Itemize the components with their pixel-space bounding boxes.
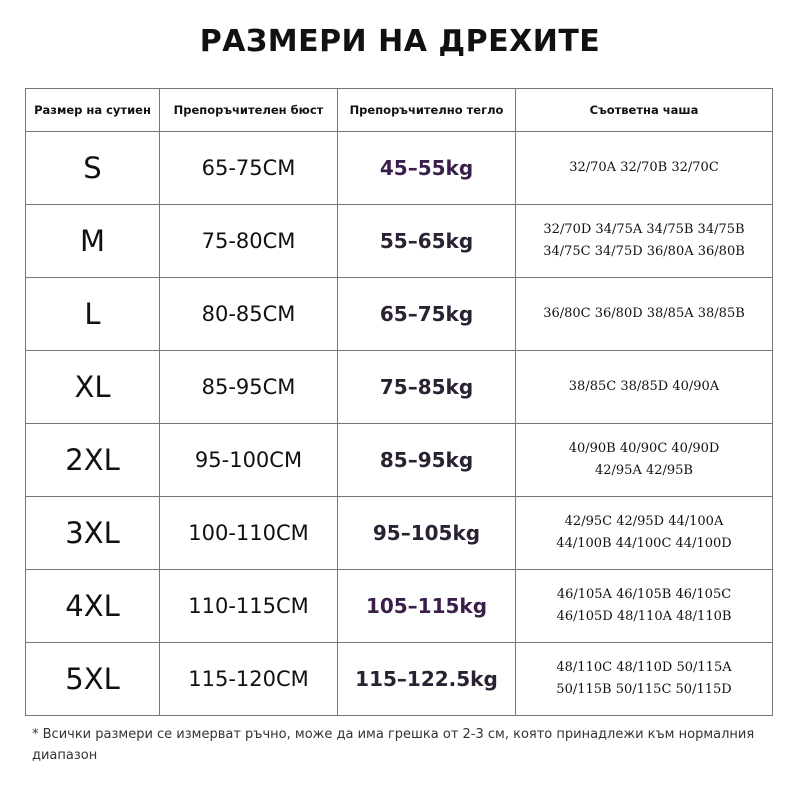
cup-cell: 32/70D 34/75A 34/75B 34/75B 34/75C 34/75D 36/80A 36/80B — [516, 205, 773, 278]
table-row — [26, 278, 773, 351]
table-row — [26, 351, 773, 424]
header-bra-size: Размер на сутиен — [26, 89, 160, 132]
table-row — [26, 132, 773, 205]
size-cell: 2XL — [26, 424, 160, 497]
table-row — [26, 424, 773, 497]
header-recommended-weight: Препоръчително тегло — [338, 89, 516, 132]
size-cell: S — [26, 132, 160, 205]
size-chart-table — [25, 88, 773, 716]
bust-cell: 65-75CM — [160, 132, 338, 205]
table-row — [26, 570, 773, 643]
table-row — [26, 205, 773, 278]
cup-cell: 46/105A 46/105B 46/105C 46/105D 48/110A 48/110B — [516, 570, 773, 643]
table-header-row — [26, 89, 773, 132]
size-cell: 4XL — [26, 570, 160, 643]
table-row — [26, 643, 773, 716]
size-cell: 3XL — [26, 497, 160, 570]
bust-cell: 75-80CM — [160, 205, 338, 278]
bust-cell: 115-120CM — [160, 643, 338, 716]
cup-cell: 40/90B 40/90C 40/90D 42/95A 42/95B — [516, 424, 773, 497]
weight-cell: 115–122.5kg — [338, 643, 516, 716]
size-cell: 5XL — [26, 643, 160, 716]
cup-cell: 38/85C 38/85D 40/90A — [516, 351, 773, 424]
cup-cell: 36/80C 36/80D 38/85A 38/85B — [516, 278, 773, 351]
measurement-note: * Всички размери се измерват ръчно, може да има грешка от 2-3 см, която принадлежи към нормалния диапазон — [32, 727, 755, 763]
weight-cell: 75–85kg — [338, 351, 516, 424]
header-corresponding-cup: Съответна чаша — [516, 89, 773, 132]
weight-cell: 105–115kg — [338, 570, 516, 643]
bust-cell: 95-100CM — [160, 424, 338, 497]
page-title: РАЗМЕРИ НА ДРЕХИТЕ — [199, 24, 601, 59]
bust-cell: 100-110CM — [160, 497, 338, 570]
weight-cell: 45–55kg — [338, 132, 516, 205]
bust-cell: 110-115CM — [160, 570, 338, 643]
bust-cell: 85-95CM — [160, 351, 338, 424]
header-recommended-bust: Препоръчителен бюст — [160, 89, 338, 132]
cup-cell: 42/95C 42/95D 44/100A 44/100B 44/100C 44/100D — [516, 497, 773, 570]
size-cell: M — [26, 205, 160, 278]
weight-cell: 85–95kg — [338, 424, 516, 497]
weight-cell: 95–105kg — [338, 497, 516, 570]
bust-cell: 80-85CM — [160, 278, 338, 351]
table-row — [26, 497, 773, 570]
weight-cell: 55–65kg — [338, 205, 516, 278]
size-cell: XL — [26, 351, 160, 424]
cup-cell: 48/110C 48/110D 50/115A 50/115B 50/115C 50/115D — [516, 643, 773, 716]
weight-cell: 65–75kg — [338, 278, 516, 351]
cup-cell: 32/70A 32/70B 32/70C — [516, 132, 773, 205]
size-cell: L — [26, 278, 160, 351]
